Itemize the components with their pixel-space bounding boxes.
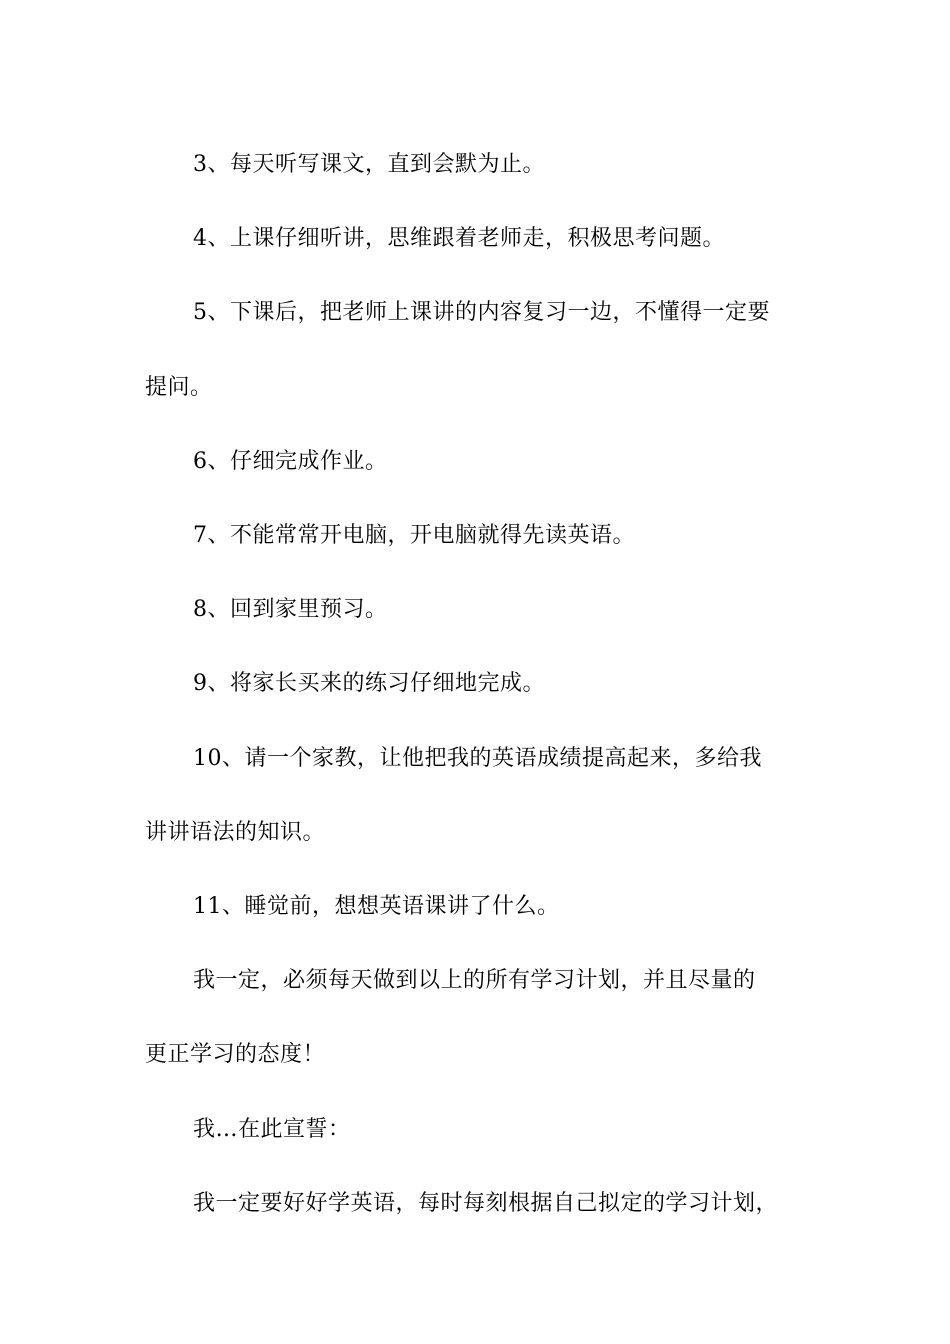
text-line-continued: 更正学习的态度！ [145,1042,326,1068]
oath-paragraph [145,1167,825,1241]
list-item-9 [145,647,825,721]
list-item-11 [145,870,825,944]
commitment-paragraph [145,944,825,1092]
text-line: 5、下课后，把老师上课讲的内容复习一边，不懂得一定要 [193,300,770,326]
list-item-3 [145,128,825,202]
list-item-10 [145,722,825,870]
text-line: 我一定要好好学英语，每时每刻根据自己拟定的学习计划， [193,1190,779,1216]
text-line: 7、不能常常开电脑，开电脑就得先读英语。 [193,523,635,549]
text-line: 我…在此宣誓： [193,1116,351,1142]
list-item-6 [145,425,825,499]
text-line: 10、请一个家教，让他把我的英语成绩提高起来，多给我 [193,745,762,771]
text-line: 3、每天听写课文，直到会默为止。 [193,152,545,177]
list-item-5 [145,276,825,424]
text-line: 8、回到家里预习。 [193,597,388,623]
text-line-continued: 提问。 [145,374,213,400]
text-line: 我一定，必须每天做到以上的所有学习计划，并且尽量的 [193,968,756,994]
list-item-8 [145,573,825,647]
text-line-continued: 讲讲语法的知识。 [145,819,326,845]
oath-heading [145,1093,825,1167]
text-line: 6、仔细完成作业。 [193,448,388,474]
text-line: 11、睡觉前，想想英语课讲了什么。 [193,894,560,920]
text-line: 4、上课仔细听讲，思维跟着老师走，积极思考问题。 [193,226,725,252]
list-item-4 [145,202,825,276]
document-body [145,128,825,1241]
text-line: 9、将家长买来的练习仔细地完成。 [193,671,545,697]
list-item-7 [145,499,825,573]
